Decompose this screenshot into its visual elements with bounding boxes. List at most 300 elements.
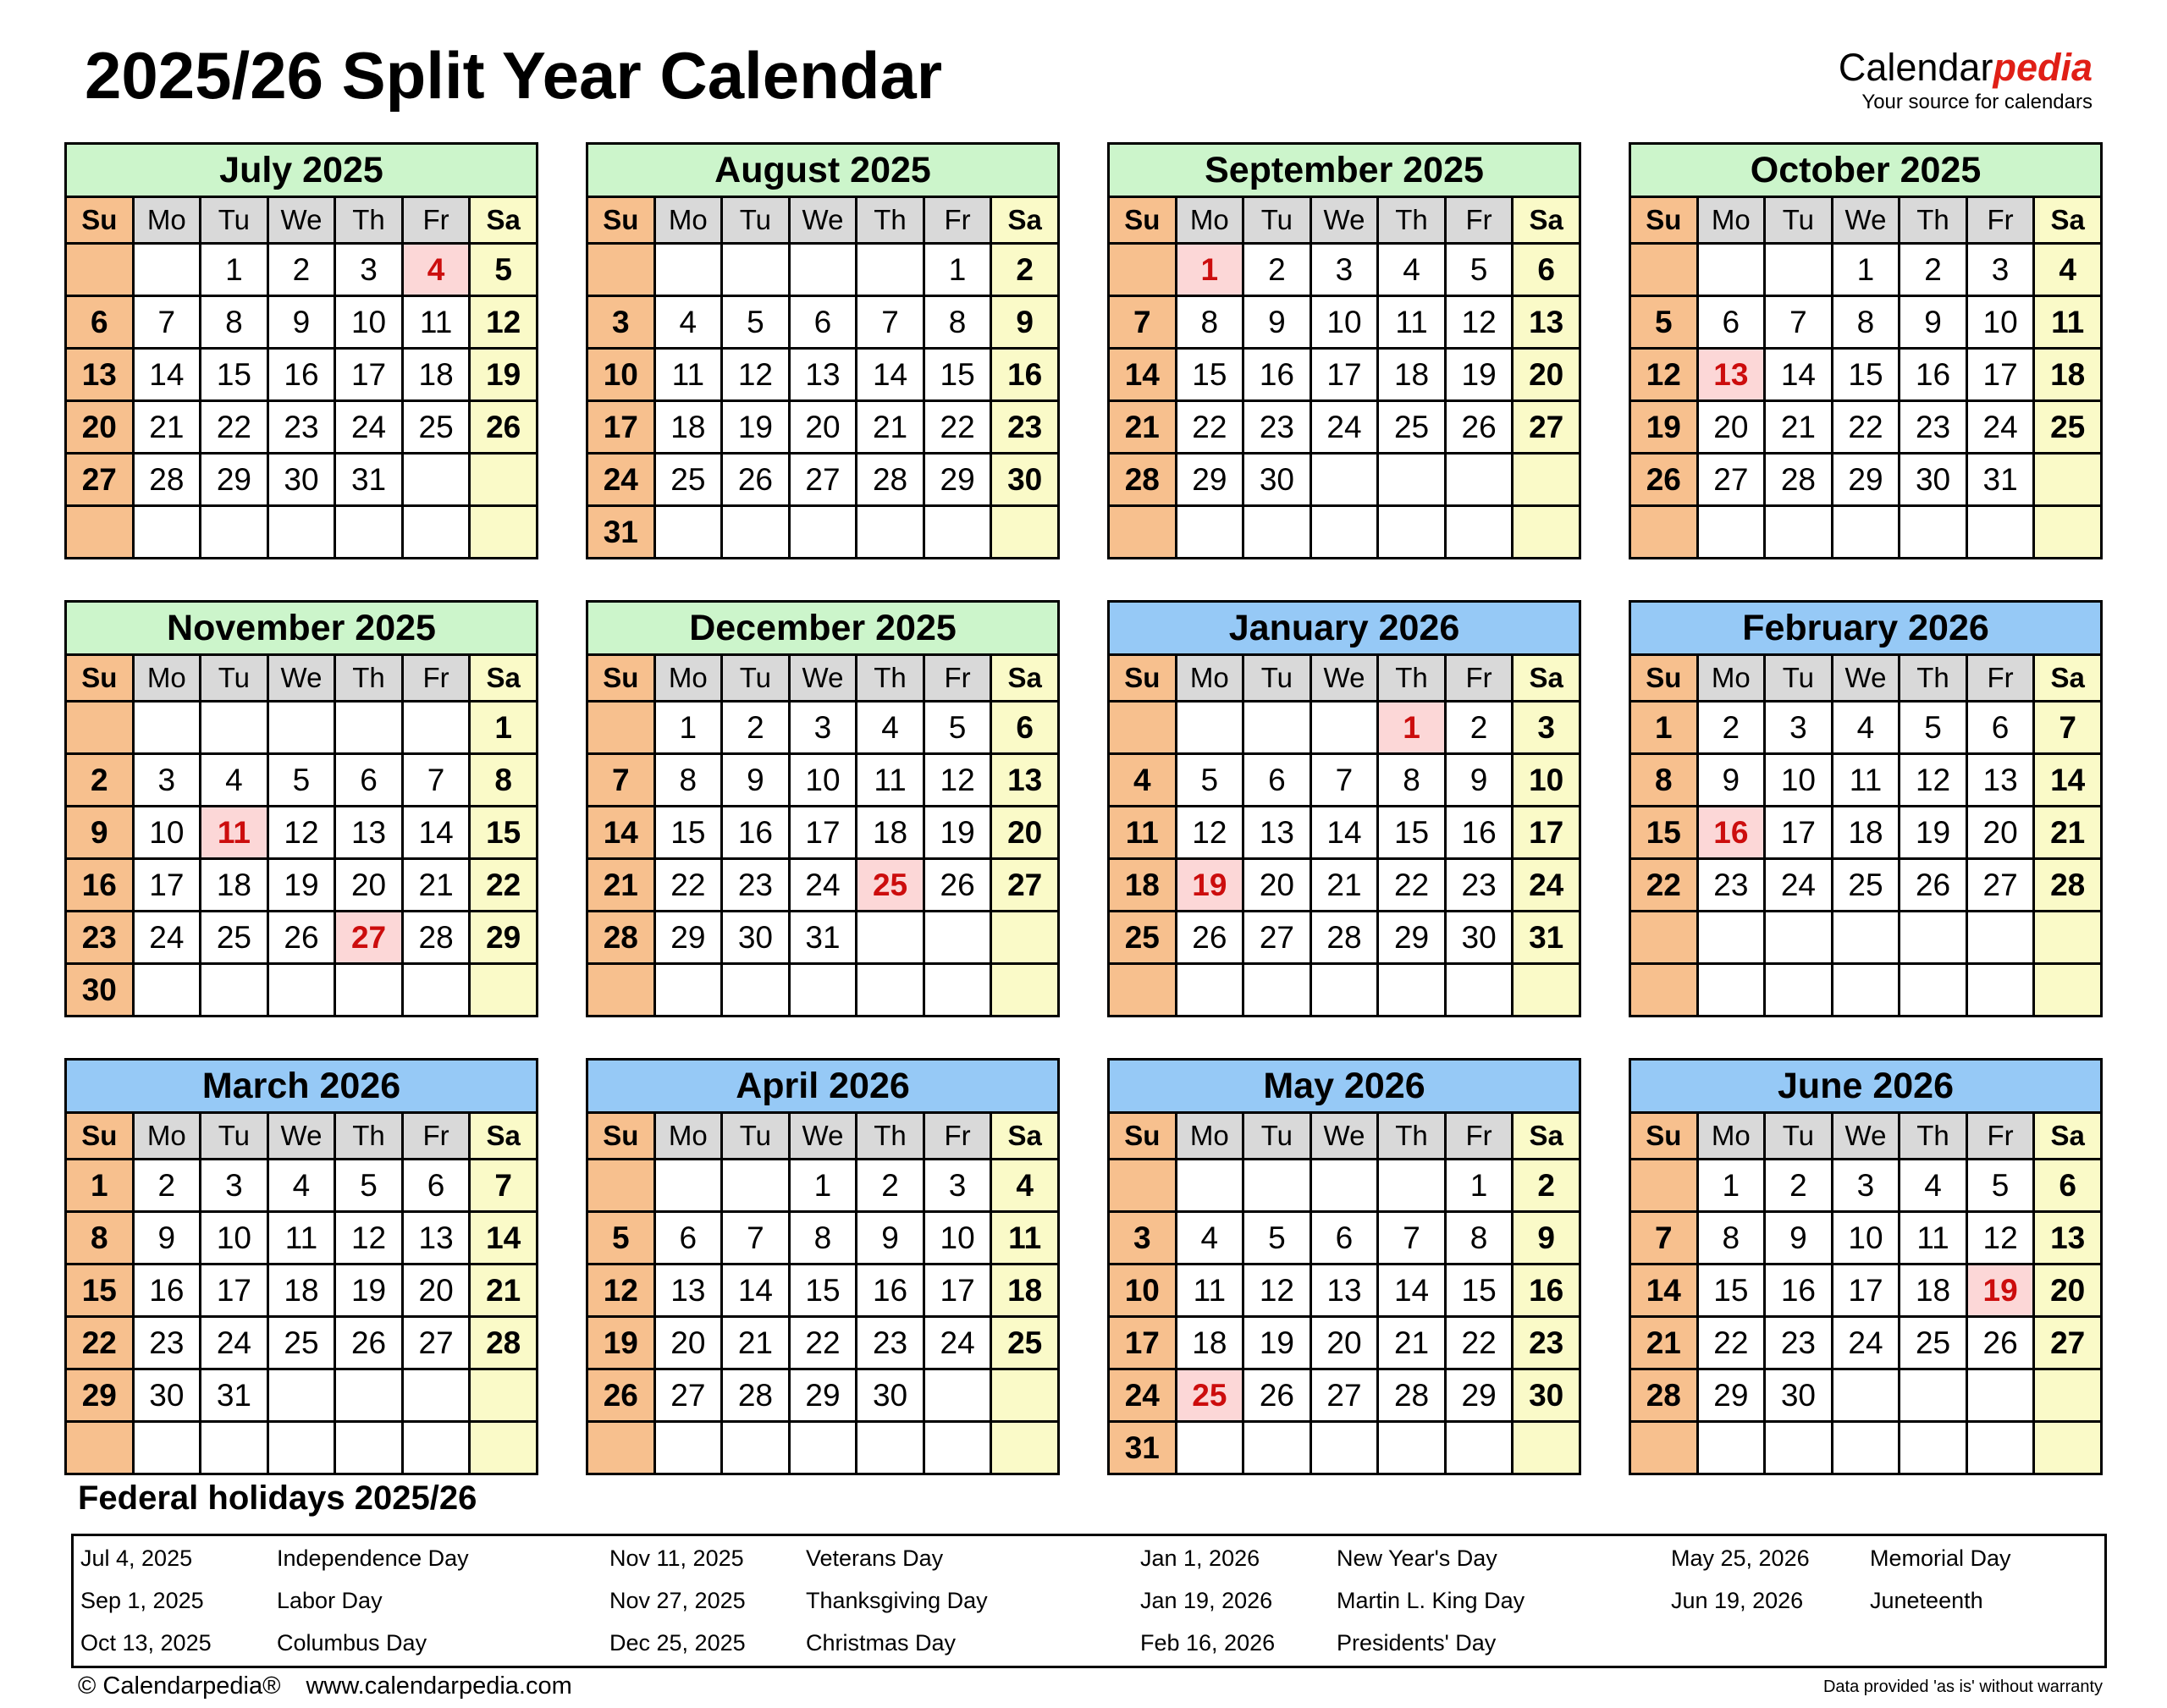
week-row <box>1630 912 2102 964</box>
day-cell: 4 <box>2034 244 2102 296</box>
day-cell: 7 <box>2034 702 2102 754</box>
day-cell: 17 <box>1109 1317 1177 1369</box>
day-cell: 17 <box>1832 1264 1900 1317</box>
empty-day-cell <box>1378 1422 1446 1474</box>
empty-day-cell <box>133 244 201 296</box>
week-row <box>587 702 1059 754</box>
day-cell: 20 <box>654 1317 722 1369</box>
holiday-date: Jan 1, 2026 <box>1140 1545 1260 1571</box>
day-cell: 22 <box>66 1317 134 1369</box>
day-cell: 14 <box>587 807 655 859</box>
weekday-header-sa: Sa <box>470 655 538 702</box>
empty-day-cell <box>857 912 924 964</box>
holiday-day-cell: 19 <box>1966 1264 2034 1317</box>
day-cell: 26 <box>1900 859 1967 912</box>
month-title: August 2025 <box>587 144 1059 197</box>
day-cell: 7 <box>722 1212 790 1264</box>
federal-holidays-box <box>71 1534 2107 1668</box>
empty-day-cell <box>1243 1422 1311 1474</box>
day-cell: 22 <box>924 401 991 454</box>
day-cell: 14 <box>1109 349 1177 401</box>
empty-day-cell <box>201 964 268 1017</box>
day-cell: 14 <box>1630 1264 1698 1317</box>
day-cell: 23 <box>857 1317 924 1369</box>
week-row <box>66 1422 538 1474</box>
empty-day-cell <box>924 506 991 559</box>
empty-day-cell <box>722 1160 790 1212</box>
day-cell: 3 <box>1765 702 1833 754</box>
day-cell: 16 <box>991 349 1059 401</box>
weekday-header-sa: Sa <box>991 655 1059 702</box>
empty-day-cell <box>335 964 403 1017</box>
weekday-header-we: We <box>1832 197 1900 244</box>
day-cell: 20 <box>991 807 1059 859</box>
day-cell: 2 <box>1243 244 1311 296</box>
empty-day-cell <box>1513 964 1580 1017</box>
day-cell: 2 <box>1445 702 1513 754</box>
empty-day-cell <box>66 1422 134 1474</box>
empty-day-cell <box>1966 964 2034 1017</box>
day-cell: 22 <box>470 859 538 912</box>
day-cell: 22 <box>201 401 268 454</box>
day-cell: 26 <box>924 859 991 912</box>
day-cell: 11 <box>857 754 924 807</box>
day-cell: 2 <box>66 754 134 807</box>
week-row <box>1109 1422 1580 1474</box>
day-cell: 3 <box>1966 244 2034 296</box>
empty-day-cell <box>201 1422 268 1474</box>
day-cell: 23 <box>722 859 790 912</box>
month-title: September 2025 <box>1109 144 1580 197</box>
weekday-header-fr: Fr <box>1966 655 2034 702</box>
empty-day-cell <box>587 1422 655 1474</box>
day-cell: 9 <box>1445 754 1513 807</box>
weekday-header-th: Th <box>335 197 403 244</box>
empty-day-cell <box>857 506 924 559</box>
empty-day-cell <box>1176 702 1243 754</box>
day-cell: 28 <box>1765 454 1833 506</box>
holiday-date: May 25, 2026 <box>1671 1545 1810 1571</box>
empty-day-cell <box>1900 964 1967 1017</box>
day-cell: 8 <box>201 296 268 349</box>
day-cell: 29 <box>1378 912 1446 964</box>
day-cell: 25 <box>267 1317 335 1369</box>
day-cell: 24 <box>335 401 403 454</box>
day-cell: 23 <box>66 912 134 964</box>
day-cell: 27 <box>1966 859 2034 912</box>
day-cell: 13 <box>402 1212 470 1264</box>
day-cell: 11 <box>402 296 470 349</box>
day-cell: 18 <box>1176 1317 1243 1369</box>
day-cell: 23 <box>1513 1317 1580 1369</box>
empty-day-cell <box>1445 964 1513 1017</box>
empty-day-cell <box>335 702 403 754</box>
day-cell: 2 <box>267 244 335 296</box>
day-cell: 10 <box>335 296 403 349</box>
empty-day-cell <box>1176 506 1243 559</box>
week-row <box>1109 702 1580 754</box>
month-weeks <box>66 244 538 559</box>
holiday-day-cell: 27 <box>335 912 403 964</box>
day-cell: 30 <box>857 1369 924 1422</box>
empty-day-cell <box>587 244 655 296</box>
empty-day-cell <box>267 702 335 754</box>
empty-day-cell <box>1900 1369 1967 1422</box>
day-cell: 24 <box>1765 859 1833 912</box>
weekday-header-mo: Mo <box>1176 655 1243 702</box>
empty-day-cell <box>1630 1160 1698 1212</box>
month-calendar <box>1107 600 1581 1017</box>
day-cell: 19 <box>924 807 991 859</box>
week-row <box>587 1369 1059 1422</box>
day-cell: 7 <box>587 754 655 807</box>
week-row <box>1109 506 1580 559</box>
empty-day-cell <box>1243 506 1311 559</box>
empty-day-cell <box>402 506 470 559</box>
month-calendar <box>586 600 1060 1017</box>
week-row <box>1630 754 2102 807</box>
week-row <box>1630 859 2102 912</box>
weekday-header-tu: Tu <box>722 655 790 702</box>
empty-day-cell <box>654 506 722 559</box>
day-cell: 22 <box>1832 401 1900 454</box>
weekday-header-tu: Tu <box>201 197 268 244</box>
day-cell: 26 <box>1243 1369 1311 1422</box>
empty-day-cell <box>335 1422 403 1474</box>
weekday-header-mo: Mo <box>133 655 201 702</box>
holiday-name: Christmas Day <box>806 1629 957 1656</box>
empty-day-cell <box>1310 1422 1378 1474</box>
week-row <box>1109 401 1580 454</box>
empty-day-cell <box>1630 1422 1698 1474</box>
day-cell: 7 <box>133 296 201 349</box>
day-cell: 30 <box>1765 1369 1833 1422</box>
empty-day-cell <box>654 1160 722 1212</box>
weekday-header-su: Su <box>66 655 134 702</box>
day-cell: 17 <box>1513 807 1580 859</box>
empty-day-cell <box>1966 1369 2034 1422</box>
day-cell: 20 <box>1966 807 2034 859</box>
day-cell: 13 <box>1513 296 1580 349</box>
empty-day-cell <box>1630 506 1698 559</box>
day-cell: 25 <box>991 1317 1059 1369</box>
holiday-name: Independence Day <box>277 1545 469 1571</box>
day-cell: 12 <box>470 296 538 349</box>
day-cell: 16 <box>722 807 790 859</box>
day-cell: 22 <box>789 1317 857 1369</box>
day-cell: 22 <box>1697 1317 1765 1369</box>
day-cell: 21 <box>722 1317 790 1369</box>
day-cell: 11 <box>654 349 722 401</box>
day-cell: 16 <box>66 859 134 912</box>
empty-day-cell <box>991 1422 1059 1474</box>
month-weeks <box>66 1160 538 1474</box>
day-cell: 1 <box>924 244 991 296</box>
day-cell: 29 <box>470 912 538 964</box>
day-cell: 21 <box>1630 1317 1698 1369</box>
day-cell: 26 <box>267 912 335 964</box>
day-cell: 24 <box>924 1317 991 1369</box>
day-cell: 24 <box>1109 1369 1177 1422</box>
day-cell: 31 <box>587 506 655 559</box>
day-cell: 12 <box>335 1212 403 1264</box>
day-cell: 11 <box>1900 1212 1967 1264</box>
empty-day-cell <box>1832 506 1900 559</box>
day-cell: 14 <box>1765 349 1833 401</box>
day-cell: 31 <box>789 912 857 964</box>
day-cell: 13 <box>789 349 857 401</box>
empty-day-cell <box>1176 1160 1243 1212</box>
week-row <box>1109 859 1580 912</box>
week-row <box>66 964 538 1017</box>
day-cell: 24 <box>201 1317 268 1369</box>
day-cell: 20 <box>1243 859 1311 912</box>
empty-day-cell <box>201 506 268 559</box>
weekday-header-mo: Mo <box>654 655 722 702</box>
day-cell: 13 <box>2034 1212 2102 1264</box>
empty-day-cell <box>1832 1369 1900 1422</box>
month-calendar <box>1107 142 1581 559</box>
day-cell: 18 <box>1378 349 1446 401</box>
day-cell: 17 <box>1310 349 1378 401</box>
day-cell: 9 <box>1513 1212 1580 1264</box>
day-cell: 6 <box>1697 296 1765 349</box>
day-cell: 23 <box>133 1317 201 1369</box>
weekday-header-th: Th <box>1378 655 1446 702</box>
day-cell: 11 <box>267 1212 335 1264</box>
day-cell: 30 <box>1900 454 1967 506</box>
day-cell: 15 <box>470 807 538 859</box>
empty-day-cell <box>402 1422 470 1474</box>
day-cell: 11 <box>1378 296 1446 349</box>
empty-day-cell <box>1513 454 1580 506</box>
week-row <box>1109 296 1580 349</box>
day-cell: 19 <box>722 401 790 454</box>
week-row <box>587 349 1059 401</box>
weekday-header-we: We <box>267 1113 335 1160</box>
empty-day-cell <box>2034 1422 2102 1474</box>
empty-day-cell <box>1765 244 1833 296</box>
empty-day-cell <box>335 1369 403 1422</box>
day-cell: 20 <box>1310 1317 1378 1369</box>
day-cell: 8 <box>1378 754 1446 807</box>
week-row <box>1630 1422 2102 1474</box>
empty-day-cell <box>2034 964 2102 1017</box>
weekday-header-we: We <box>1310 197 1378 244</box>
week-row <box>587 912 1059 964</box>
week-row <box>66 754 538 807</box>
weekday-header-su: Su <box>1109 1113 1177 1160</box>
day-cell: 24 <box>1966 401 2034 454</box>
day-cell: 27 <box>789 454 857 506</box>
day-cell: 28 <box>1630 1369 1698 1422</box>
logo-wordmark <box>1839 47 2093 87</box>
week-row <box>587 1212 1059 1264</box>
weekday-header-mo: Mo <box>133 197 201 244</box>
day-cell: 16 <box>1765 1264 1833 1317</box>
day-cell: 7 <box>1765 296 1833 349</box>
empty-day-cell <box>991 1369 1059 1422</box>
week-row <box>66 296 538 349</box>
empty-day-cell <box>1310 506 1378 559</box>
day-cell: 16 <box>133 1264 201 1317</box>
month-title: July 2025 <box>66 144 538 197</box>
day-cell: 13 <box>991 754 1059 807</box>
day-cell: 29 <box>66 1369 134 1422</box>
day-cell: 18 <box>201 859 268 912</box>
month-title: February 2026 <box>1630 602 2102 655</box>
week-row <box>66 1212 538 1264</box>
empty-day-cell <box>991 506 1059 559</box>
week-row <box>1630 1160 2102 1212</box>
empty-day-cell <box>1310 454 1378 506</box>
day-cell: 15 <box>201 349 268 401</box>
weekday-header-we: We <box>789 655 857 702</box>
day-cell: 31 <box>1966 454 2034 506</box>
day-cell: 21 <box>857 401 924 454</box>
empty-day-cell <box>1243 964 1311 1017</box>
weekday-header-we: We <box>789 1113 857 1160</box>
day-cell: 30 <box>991 454 1059 506</box>
day-cell: 4 <box>991 1160 1059 1212</box>
day-cell: 3 <box>133 754 201 807</box>
day-cell: 10 <box>1966 296 2034 349</box>
empty-day-cell <box>1378 1160 1446 1212</box>
day-cell: 29 <box>1832 454 1900 506</box>
day-cell: 4 <box>267 1160 335 1212</box>
holiday-date: Jul 4, 2025 <box>80 1545 193 1571</box>
day-cell: 24 <box>1513 859 1580 912</box>
holiday-day-cell: 25 <box>857 859 924 912</box>
day-cell: 10 <box>1109 1264 1177 1317</box>
weekday-header-tu: Tu <box>722 1113 790 1160</box>
week-row <box>587 296 1059 349</box>
empty-day-cell <box>1765 506 1833 559</box>
day-cell: 15 <box>66 1264 134 1317</box>
day-cell: 1 <box>1445 1160 1513 1212</box>
day-cell: 22 <box>654 859 722 912</box>
empty-day-cell <box>1765 912 1833 964</box>
day-cell: 16 <box>1513 1264 1580 1317</box>
weekday-header-we: We <box>1310 655 1378 702</box>
weekday-header-mo: Mo <box>1697 655 1765 702</box>
day-cell: 28 <box>587 912 655 964</box>
day-cell: 28 <box>470 1317 538 1369</box>
day-cell: 23 <box>1697 859 1765 912</box>
weekday-header-su: Su <box>1109 197 1177 244</box>
logo-text-red: pedia <box>1993 46 2093 89</box>
week-row <box>66 349 538 401</box>
empty-day-cell <box>1378 454 1446 506</box>
week-row <box>1109 1264 1580 1317</box>
day-cell: 7 <box>402 754 470 807</box>
weekday-header-th: Th <box>1900 1113 1967 1160</box>
holiday-date: Jan 19, 2026 <box>1140 1587 1273 1613</box>
day-cell: 1 <box>789 1160 857 1212</box>
weekday-header-fr: Fr <box>402 655 470 702</box>
weekday-header-we: We <box>267 197 335 244</box>
empty-day-cell <box>1832 964 1900 1017</box>
holiday-day-cell: 19 <box>1176 859 1243 912</box>
day-cell: 3 <box>201 1160 268 1212</box>
empty-day-cell <box>470 454 538 506</box>
day-cell: 25 <box>201 912 268 964</box>
weekday-header-tu: Tu <box>201 655 268 702</box>
weekday-header-we: We <box>1310 1113 1378 1160</box>
day-cell: 4 <box>1378 244 1446 296</box>
weekday-header-sa: Sa <box>470 197 538 244</box>
day-cell: 11 <box>991 1212 1059 1264</box>
empty-day-cell <box>66 506 134 559</box>
day-cell: 26 <box>470 401 538 454</box>
day-cell: 10 <box>924 1212 991 1264</box>
empty-day-cell <box>789 964 857 1017</box>
empty-day-cell <box>1176 964 1243 1017</box>
empty-day-cell <box>1832 1422 1900 1474</box>
website-url[interactable]: www.calendarpedia.com <box>306 1672 572 1700</box>
empty-day-cell <box>924 912 991 964</box>
day-cell: 8 <box>66 1212 134 1264</box>
day-cell: 25 <box>1832 859 1900 912</box>
weekday-header-fr: Fr <box>924 1113 991 1160</box>
day-cell: 28 <box>2034 859 2102 912</box>
month-calendar <box>1107 1058 1581 1475</box>
weekday-header-row <box>1109 1113 1580 1160</box>
week-row <box>1630 244 2102 296</box>
weekday-header-mo: Mo <box>1176 197 1243 244</box>
week-row <box>587 964 1059 1017</box>
weekday-header-fr: Fr <box>1445 655 1513 702</box>
day-cell: 2 <box>133 1160 201 1212</box>
weekday-header-su: Su <box>587 655 655 702</box>
weekday-header-fr: Fr <box>1966 197 2034 244</box>
week-row <box>587 1422 1059 1474</box>
holiday-name: Veterans Day <box>806 1545 944 1571</box>
day-cell: 29 <box>1697 1369 1765 1422</box>
day-cell: 24 <box>133 912 201 964</box>
holiday-day-cell: 25 <box>1176 1369 1243 1422</box>
day-cell: 6 <box>1310 1212 1378 1264</box>
day-cell: 11 <box>1109 807 1177 859</box>
week-row <box>66 807 538 859</box>
week-row <box>587 754 1059 807</box>
day-cell: 8 <box>789 1212 857 1264</box>
empty-day-cell <box>1697 244 1765 296</box>
federal-holidays-heading: Federal holidays 2025/26 <box>78 1479 477 1517</box>
weekday-header-sa: Sa <box>1513 655 1580 702</box>
week-row <box>1630 349 2102 401</box>
weekday-header-row <box>66 1113 538 1160</box>
day-cell: 25 <box>402 401 470 454</box>
empty-day-cell <box>1966 1422 2034 1474</box>
day-cell: 6 <box>66 296 134 349</box>
month-calendar <box>64 600 538 1017</box>
empty-day-cell <box>924 1369 991 1422</box>
day-cell: 25 <box>1109 912 1177 964</box>
weekday-header-sa: Sa <box>2034 655 2102 702</box>
week-row <box>1109 349 1580 401</box>
week-row <box>66 1264 538 1317</box>
empty-day-cell <box>402 454 470 506</box>
day-cell: 25 <box>1900 1317 1967 1369</box>
weekday-header-fr: Fr <box>924 197 991 244</box>
month-title: December 2025 <box>587 602 1059 655</box>
weekday-header-row <box>1630 197 2102 244</box>
day-cell: 26 <box>587 1369 655 1422</box>
empty-day-cell <box>1697 964 1765 1017</box>
day-cell: 3 <box>1513 702 1580 754</box>
day-cell: 27 <box>66 454 134 506</box>
